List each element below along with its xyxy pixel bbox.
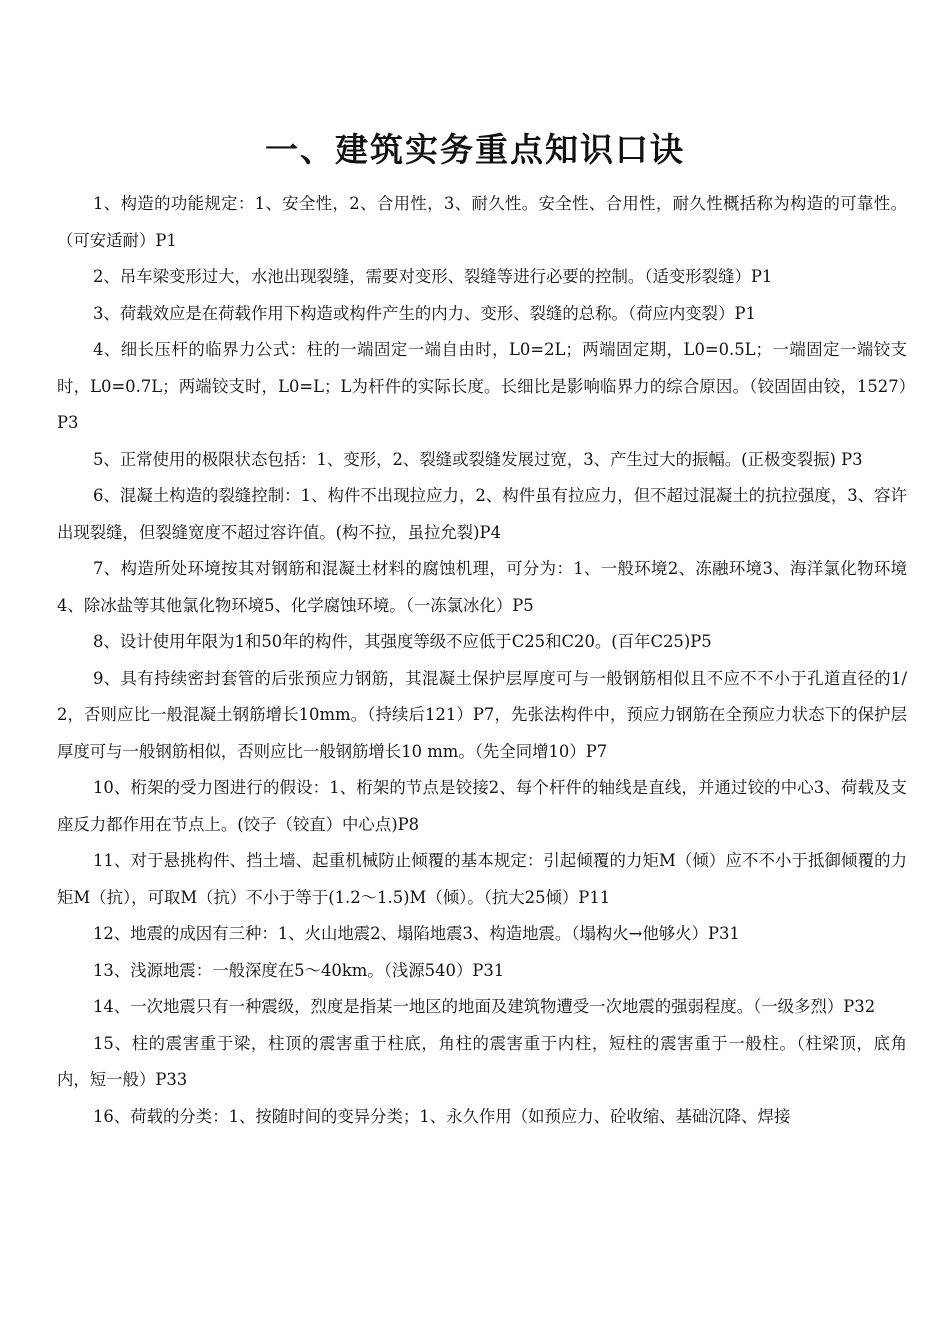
paragraph-2: 2、吊车梁变形过大，水池出现裂缝，需要对变形、裂缝等进行必要的控制。（适变形裂缝）P1 [93, 267, 773, 286]
paragraph-15: 15、柱的震害重于梁，柱顶的震害重于柱底，角柱的震害重于内柱，短柱的震害重于一般柱。（柱梁顶，底角内，短一般）P33 [57, 1033, 907, 1089]
document-body [57, 186, 907, 1135]
paragraph-3: 3、荷载效应是在荷载作用下构造或构件产生的内力、变形、裂缝的总称。（荷应内变裂）P1 [93, 303, 756, 323]
paragraph-16: 16、荷载的分类：1、按随时间的变异分类；1、永久作用（如预应力、砼收缩、基础沉降、焊接 [93, 1106, 791, 1126]
paragraph-10: 10、桁架的受力图进行的假设：1、桁架的节点是铰接2、每个杆件的轴线是直线，并通过铰的中心3、荷载及支座反力都作用在节点上。(饺子（铰直）中心点)P8 [57, 778, 907, 834]
paragraph-4: 4、细长压杆的临界力公式：柱的一端固定一端自由时，L0=2L；两端固定期，L0=0.5L；一端固定一端铰支时，L0=0.7L；两端铰支时，L0=L；L为杆件的实际长度。长细比是影响临界力的综合原因。（铰固固由铰，1527）P3 [57, 340, 907, 432]
paragraph-1: 1、构造的功能规定：1、安全性，2、合用性，3、耐久性。安全性、合用性，耐久性概括称为构造的可靠性。（可安适耐）P1 [57, 194, 907, 250]
paragraph-14: 14、一次地震只有一种震级，烈度是指某一地区的地面及建筑物遭受一次地震的强弱程度。（一级多烈）P32 [93, 997, 876, 1016]
paragraph-8: 8、设计使用年限为1和50年的构件，其强度等级不应低于C25和C20。(百年C25)P5 [93, 632, 712, 651]
paragraph-13: 13、浅源地震：一般深度在5～40km。（浅源540）P31 [93, 960, 505, 980]
paragraph-7: 7、构造所处环境按其对钢筋和混凝土材料的腐蚀机理，可分为：1、一般环境2、冻融环境3、海洋氯化物环境4、除冰盐等其他氯化物环境5、化学腐蚀环境。（一冻氯冰化）P5 [57, 559, 907, 615]
paragraph-12: 12、地震的成因有三种：1、火山地震2、塌陷地震3、构造地震。（塌构火→他够火）P31 [93, 924, 740, 943]
paragraph-5: 5、正常使用的极限状态包括：1、变形，2、裂缝或裂缝发展过宽，3、产生过大的振幅。(正极变裂振) P3 [93, 449, 863, 469]
page-title: 一、建筑实务重点知识口诀 [265, 130, 685, 169]
paragraph-9: 9、具有持续密封套管的后张预应力钢筋，其混凝土保护层厚度可与一般钢筋相似且不应不不小于孔道直径的1/2，否则应比一般混凝土钢筋增长10mm。（持续后121）P7，先张法构件中，预应力钢筋在全预应力状态下的保护层厚度可与一般钢筋相似，否则应比一般钢筋增长10 mm。（先全同增10）P7 [57, 668, 907, 761]
paragraph-6: 6、混凝土构造的裂缝控制：1、构件不出现拉应力，2、构件虽有拉应力，但不超过混凝土的抗拉强度，3、容许出现裂缝，但裂缝宽度不超过容许值。(构不拉，虽拉允裂)P4 [57, 486, 907, 542]
paragraph-11: 11、对于悬挑构件、挡土墙、起重机械防止倾覆的基本规定：引起倾覆的力矩M（倾）应不不小于抵御倾覆的力矩M（抗），可取M（抗）不小于等于(1.2～1.5)M（倾）。（抗大25倾）P11 [57, 851, 907, 907]
